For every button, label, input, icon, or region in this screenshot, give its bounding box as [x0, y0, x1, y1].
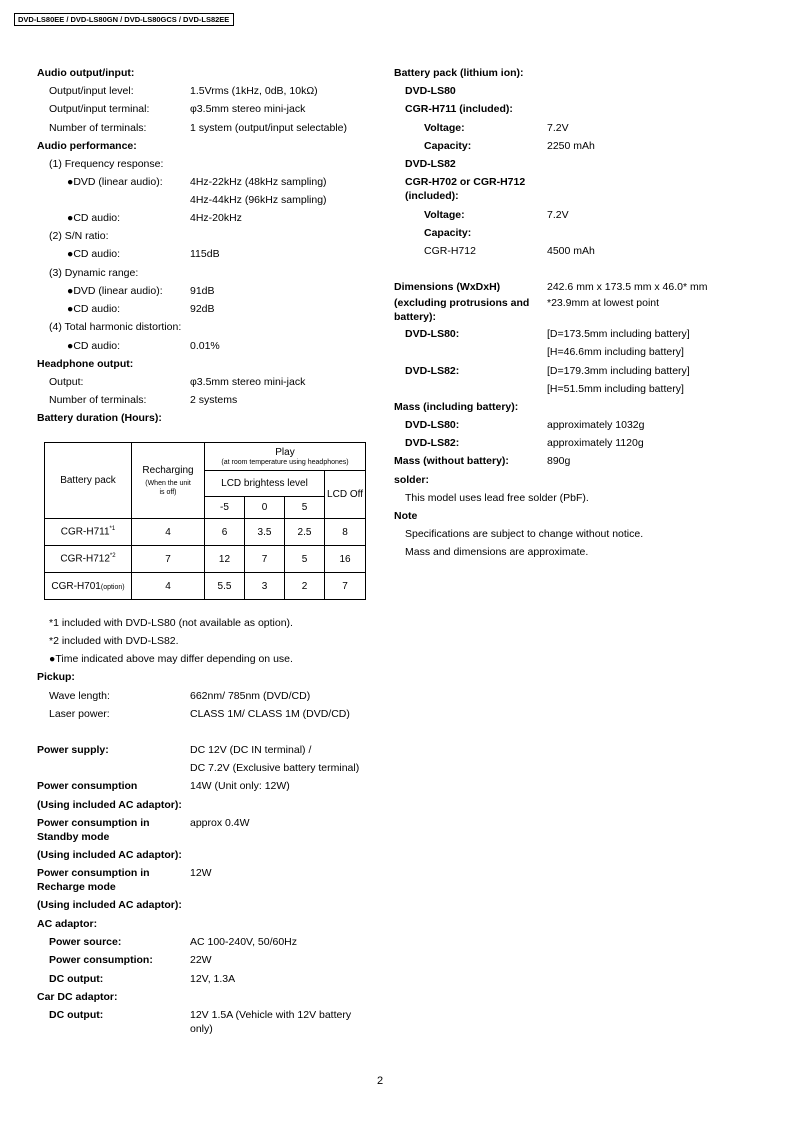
spec-left-value: 91dB	[190, 285, 215, 297]
spec-left-value: φ3.5mm stereo mini-jack	[190, 376, 306, 388]
table-row	[45, 519, 366, 546]
lcd-level-value: 0	[244, 497, 284, 519]
spec-right-label: Specifications are subject to change without notice.	[405, 528, 644, 540]
spec-right-value: approximately 1120g	[547, 437, 644, 449]
spec-right-label: Capacity:	[424, 140, 472, 152]
spec-left-label: ●CD audio:	[67, 340, 121, 352]
spec-left-label: (1) Frequency response:	[49, 158, 164, 170]
spec-lower-label: (Using included AC adaptor):	[37, 799, 182, 811]
pack-suffix: (option)	[100, 583, 125, 591]
lcd-level-value: -5	[205, 497, 245, 519]
spec-lower-value: DC 12V (DC IN terminal) /	[190, 744, 312, 756]
spec-right-label: CGR-H702 or CGR-H712	[405, 176, 526, 188]
spec-right-value: [D=179.3mm including battery]	[547, 365, 690, 377]
spec-left-label: Audio output/input:	[37, 67, 135, 79]
duration-cell: 4	[132, 573, 205, 600]
spec-left-label: Output/input terminal:	[49, 103, 150, 115]
spec-lower-label: Power consumption:	[49, 954, 153, 966]
spec-right-value: 890g	[547, 455, 571, 467]
footnote-mark: *1	[109, 526, 116, 533]
spec-lower-label: DC output:	[49, 973, 104, 985]
spec-left-label: (4) Total harmonic distortion:	[49, 321, 182, 333]
duration-cell: 4	[132, 519, 205, 546]
pack-name: CGR-H711	[60, 526, 110, 538]
spec-right-label: Mass (including battery):	[394, 401, 519, 413]
spec-left-label: ●CD audio:	[67, 303, 121, 315]
spec-lower-value: 12V, 1.3A	[190, 973, 236, 985]
spec-right-value: [D=173.5mm including battery]	[547, 328, 690, 340]
spec-left-label: Output:	[49, 376, 84, 388]
footnote-mark: *2	[109, 553, 116, 560]
document-header: DVD-LS80EE / DVD-LS80GN / DVD-LS80GCS / DVD-LS82EE	[14, 13, 234, 26]
spec-lower-label: AC adaptor:	[37, 918, 98, 930]
spec-lower-value: 14W (Unit only: 12W)	[190, 780, 290, 792]
spec-left-label: ●DVD (linear audio):	[67, 285, 163, 297]
spec-right-label: solder:	[394, 474, 430, 486]
spec-left-label: Battery duration (Hours):	[37, 412, 162, 424]
spec-lower-label: Laser power:	[49, 708, 110, 720]
spec-right-label: Dimensions (WxDxH)	[394, 281, 501, 293]
spec-right-label: This model uses lead free solder (PbF).	[405, 492, 589, 504]
spec-lower-label: Pickup:	[37, 671, 75, 683]
spec-left-value: 2 systems	[190, 394, 238, 406]
spec-right-label: DVD-LS80:	[405, 419, 460, 431]
spec-lower-value: approx 0.4W	[190, 817, 250, 829]
spec-lower-value: 22W	[190, 954, 212, 966]
spec-left-value: 1.5Vrms (1kHz, 0dB, 10kΩ)	[190, 85, 318, 97]
spec-left-value: 0.01%	[190, 340, 220, 352]
spec-right-label: Voltage:	[424, 122, 465, 134]
duration-cell: 7	[132, 546, 205, 573]
table-row	[45, 546, 366, 573]
spec-right-label: DVD-LS82:	[405, 365, 460, 377]
spec-right-value: 2250 mAh	[547, 140, 595, 152]
battery-duration-table	[44, 442, 366, 600]
recharging-note: (When the unit is off)	[145, 479, 191, 496]
spec-lower-label: Recharge mode	[37, 881, 116, 893]
battery-pack-cell	[45, 546, 132, 573]
spec-right-value: 242.6 mm x 173.5 mm x 46.0* mm	[547, 281, 708, 293]
pack-name: CGR-H701	[51, 580, 101, 592]
spec-left-value: 92dB	[190, 303, 215, 315]
spec-lower-value: CLASS 1M/ CLASS 1M (DVD/CD)	[190, 708, 350, 720]
spec-right-label: Battery pack (lithium ion):	[394, 67, 524, 79]
spec-right-label: Voltage:	[424, 209, 465, 221]
spec-left-value: 4Hz-20kHz	[190, 212, 242, 224]
spec-left-value: 1 system (output/input selectable)	[190, 122, 347, 134]
spec-lower-value: AC 100-240V, 50/60Hz	[190, 936, 298, 948]
spec-right-label: DVD-LS80	[405, 85, 456, 97]
spec-right-value: 4500 mAh	[547, 245, 595, 257]
play-note: (at room temperature using headphones)	[221, 458, 349, 466]
table-footnote: *2 included with DVD-LS82.	[49, 635, 179, 647]
spec-right-label: Mass and dimensions are approximate.	[405, 546, 589, 558]
spec-left-label: (2) S/N ratio:	[49, 230, 109, 242]
recharging-label: Recharging	[142, 464, 194, 476]
spec-lower-label: Power consumption in	[37, 817, 150, 829]
duration-cell: 8	[325, 519, 366, 546]
spec-right-label: DVD-LS82:	[405, 437, 460, 449]
spec-left-value: 4Hz-22kHz (48kHz sampling)	[190, 176, 327, 188]
battery-pack-header: Battery pack	[45, 443, 132, 519]
spec-lower-value: 12W	[190, 867, 212, 879]
spec-left-value: 115dB	[190, 248, 220, 260]
play-header	[205, 443, 366, 471]
spec-left-label: ●CD audio:	[67, 212, 121, 224]
duration-cell: 16	[325, 546, 366, 573]
spec-right-label: CGR-H712	[424, 245, 476, 257]
spec-right-value: [H=46.6mm including battery]	[547, 346, 684, 358]
spec-right-label: Mass (without battery):	[394, 455, 509, 467]
battery-pack-cell	[45, 573, 132, 600]
spec-lower-label: Power source:	[49, 936, 122, 948]
duration-cell: 3.5	[244, 519, 284, 546]
spec-lower-value: only)	[190, 1023, 213, 1035]
spec-lower-label: (Using included AC adaptor):	[37, 899, 182, 911]
spec-lower-label: Power consumption	[37, 780, 138, 792]
duration-cell: 2.5	[284, 519, 324, 546]
spec-lower-label: DC output:	[49, 1009, 104, 1021]
lcd-level-header: LCD brightess level	[205, 471, 325, 497]
spec-left-value: φ3.5mm stereo mini-jack	[190, 103, 306, 115]
lcd-off-header: LCD Off	[325, 471, 366, 519]
spec-right-value: approximately 1032g	[547, 419, 645, 431]
spec-lower-label: Wave length:	[49, 690, 110, 702]
spec-right-label: battery):	[394, 311, 437, 323]
spec-left-label: (3) Dynamic range:	[49, 267, 139, 279]
spec-right-value: *23.9mm at lowest point	[547, 297, 660, 309]
spec-lower-value: DC 7.2V (Exclusive battery terminal)	[190, 762, 360, 774]
spec-right-value: 7.2V	[547, 122, 569, 134]
duration-cell: 2	[284, 573, 324, 600]
spec-right-label: DVD-LS82	[405, 158, 456, 170]
spec-left-label: ●DVD (linear audio):	[67, 176, 163, 188]
spec-left-label: ●CD audio:	[67, 248, 121, 260]
play-label: Play	[275, 446, 295, 458]
spec-lower-value: 12V 1.5A (Vehicle with 12V battery	[190, 1009, 352, 1021]
spec-lower-label: Car DC adaptor:	[37, 991, 118, 1003]
duration-cell: 5.5	[205, 573, 245, 600]
spec-left-label: Headphone output:	[37, 358, 134, 370]
spec-right-label: (included):	[405, 190, 459, 202]
spec-right-value: 7.2V	[547, 209, 569, 221]
lcd-level-value: 5	[284, 497, 324, 519]
battery-pack-cell	[45, 519, 132, 546]
table-footnote: ●Time indicated above may differ depending on use.	[49, 653, 293, 665]
pack-name: CGR-H712	[60, 553, 110, 565]
duration-cell: 5	[284, 546, 324, 573]
table-row	[45, 573, 366, 600]
duration-cell: 7	[325, 573, 366, 600]
duration-cell: 6	[205, 519, 245, 546]
spec-right-label: CGR-H711 (included):	[405, 103, 513, 115]
spec-right-label: Note	[394, 510, 418, 522]
spec-lower-value: 662nm/ 785nm (DVD/CD)	[190, 690, 311, 702]
recharging-header	[132, 443, 205, 519]
spec-right-label: Capacity:	[424, 227, 472, 239]
page-number: 2	[377, 1075, 384, 1087]
duration-cell: 3	[244, 573, 284, 600]
spec-right-label: DVD-LS80:	[405, 328, 460, 340]
spec-right-value: [H=51.5mm including battery]	[547, 383, 684, 395]
duration-cell: 7	[244, 546, 284, 573]
spec-left-value: 4Hz-44kHz (96kHz sampling)	[190, 194, 327, 206]
spec-lower-label: Standby mode	[37, 831, 110, 843]
spec-left-label: Output/input level:	[49, 85, 134, 97]
spec-left-label: Number of terminals:	[49, 394, 147, 406]
spec-left-label: Audio performance:	[37, 140, 137, 152]
table-footnote: *1 included with DVD-LS80 (not available as option).	[49, 617, 293, 629]
spec-left-label: Number of terminals:	[49, 122, 147, 134]
spec-right-label: (excluding protrusions and	[394, 297, 530, 309]
spec-lower-label: Power supply:	[37, 744, 109, 756]
duration-cell: 12	[205, 546, 245, 573]
spec-lower-label: Power consumption in	[37, 867, 150, 879]
spec-lower-label: (Using included AC adaptor):	[37, 849, 182, 861]
